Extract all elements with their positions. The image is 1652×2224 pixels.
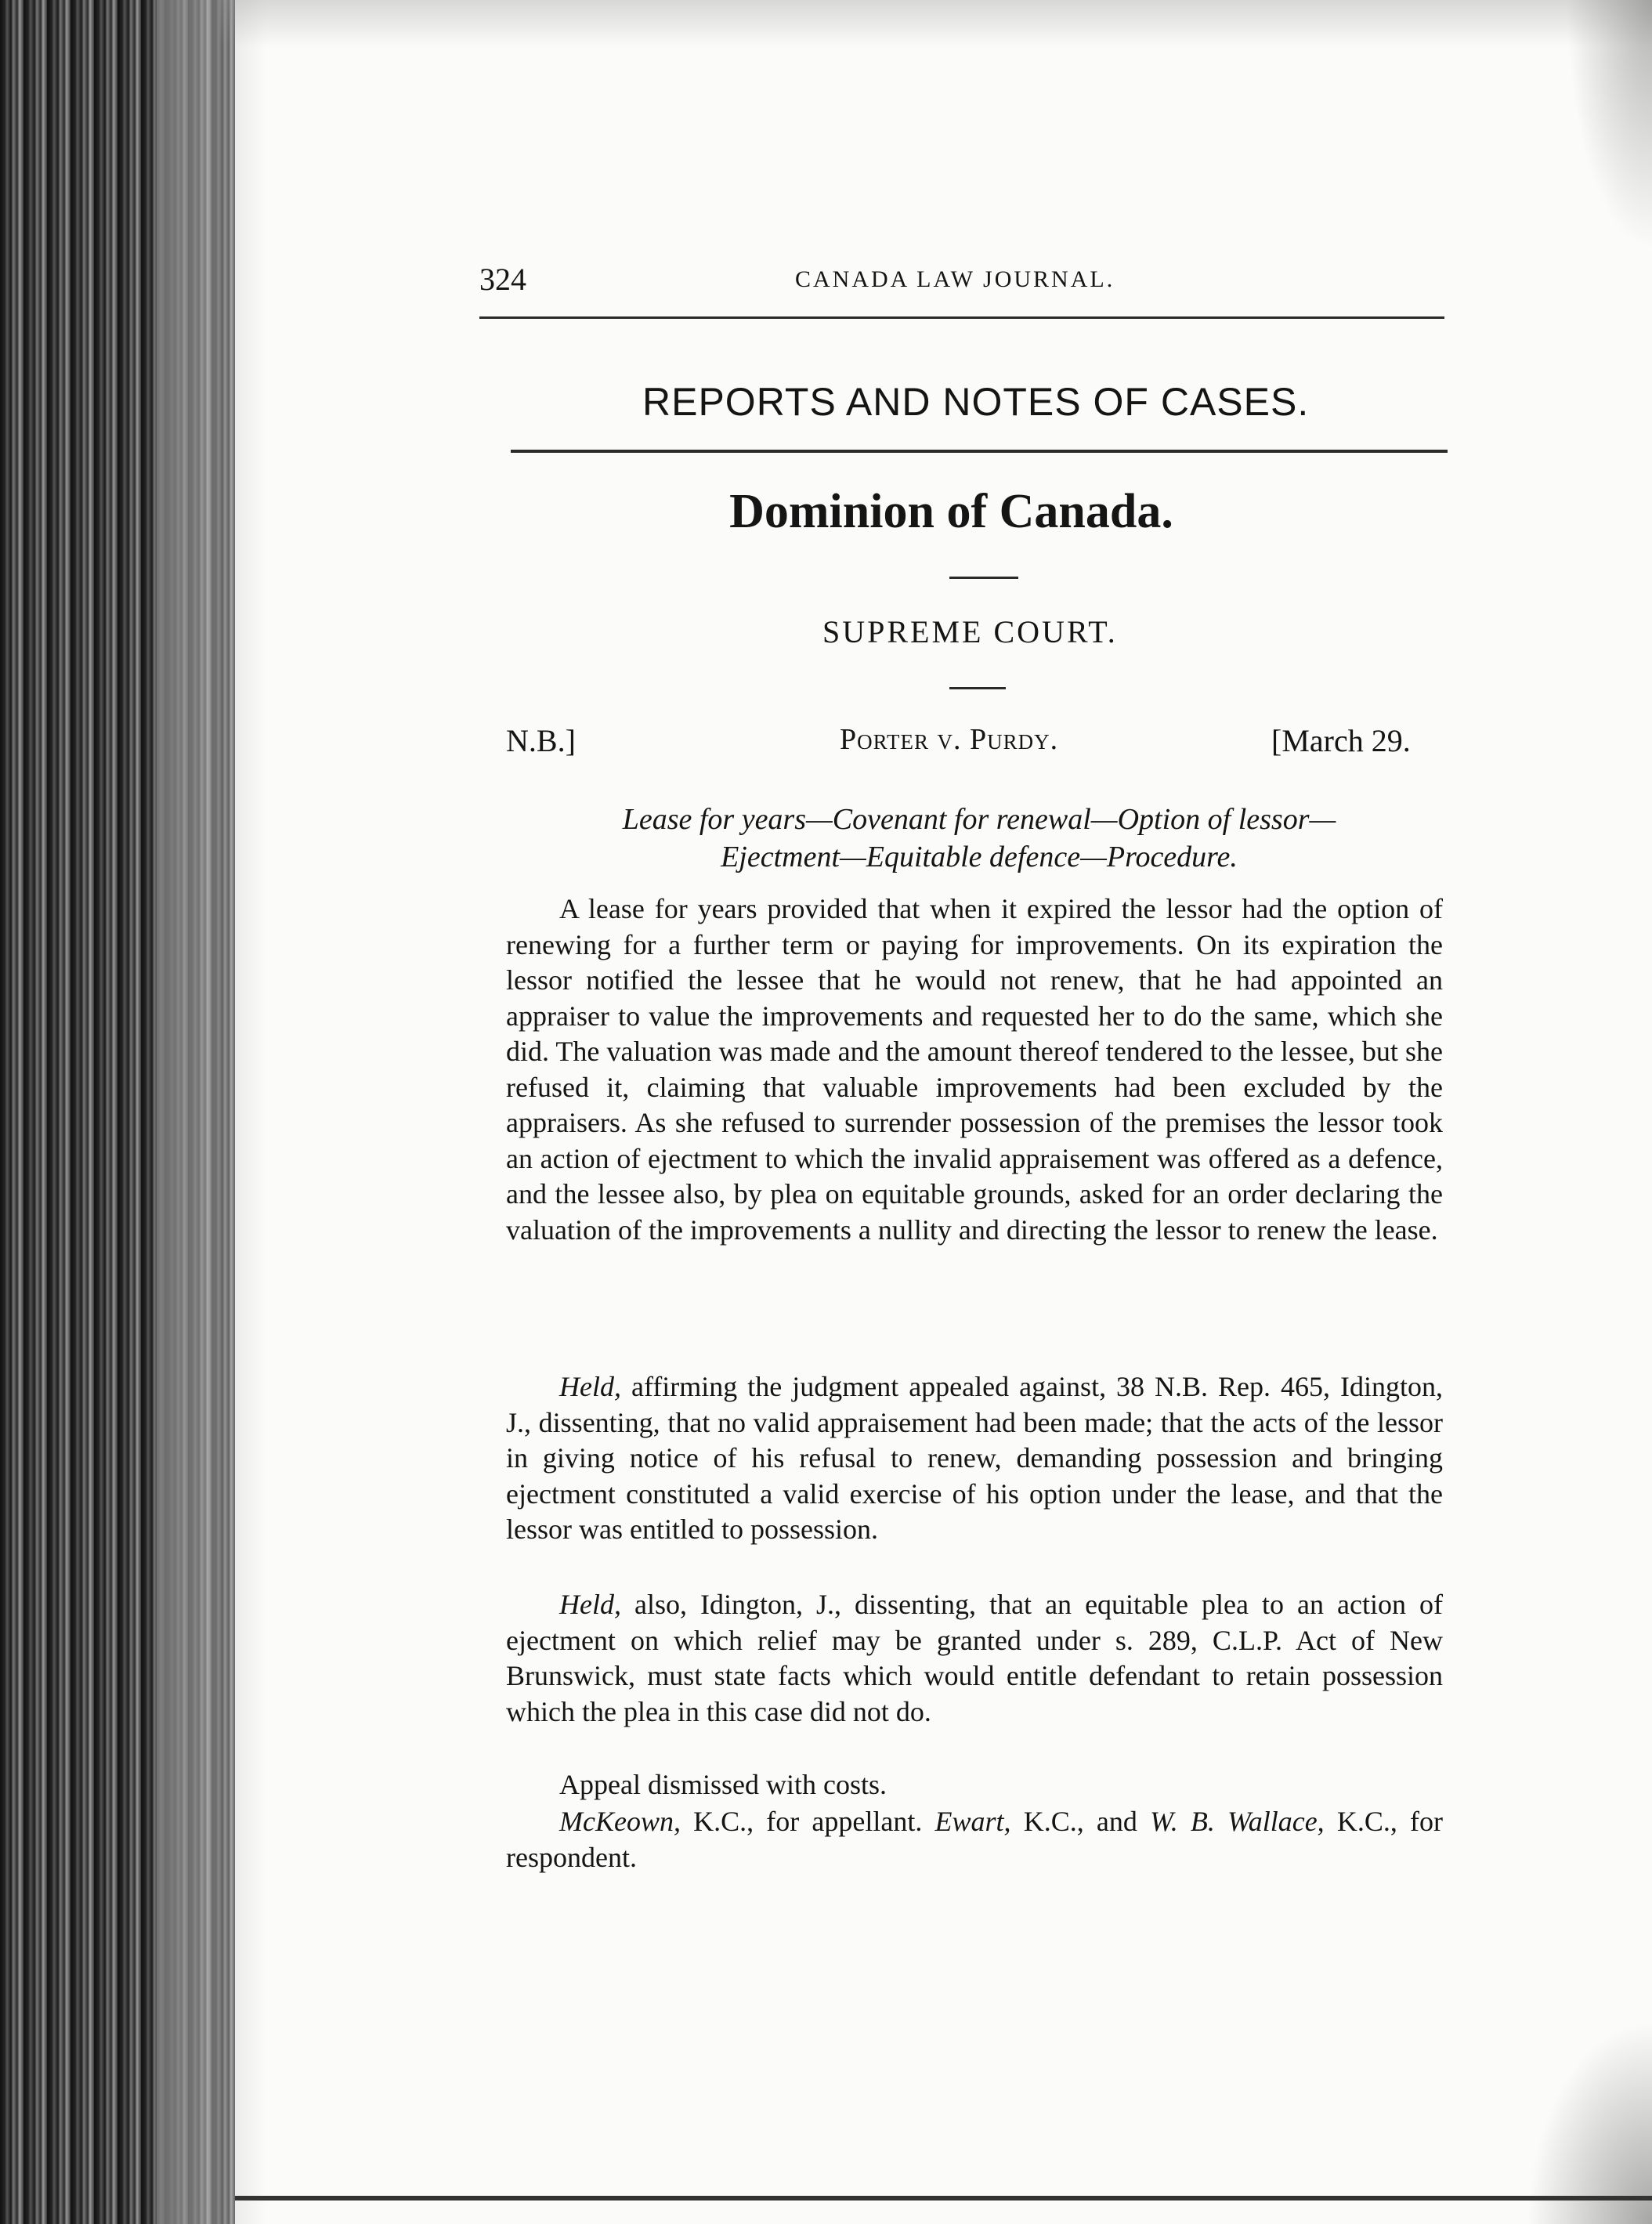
header-rule <box>479 316 1444 319</box>
court-heading: SUPREME COURT. <box>822 614 1118 649</box>
section-rule <box>511 450 1448 453</box>
counsel-text-1: K.C., for appellant. <box>680 1806 935 1837</box>
jurisdiction-heading: Dominion of Canada. <box>729 485 1173 538</box>
counsel-text-2: K.C., and <box>1010 1806 1151 1837</box>
scan-noise-bottom-right <box>1527 2020 1652 2224</box>
counsel-respondent-1: Ewart, <box>934 1806 1011 1837</box>
catchwords <box>509 801 1449 876</box>
held-text-2: also, Idington, J., dissenting, that an equitable plea to an action of ejectment on which relief may be granted under s. 289, C.L.P. Act of New Brunswick, must state facts which would entitle defendant to retain possession which the plea in this case did not do. <box>506 1589 1443 1727</box>
counsel-text-3: K.C., for respondent. <box>506 1806 1443 1873</box>
held-label-1: Held, <box>559 1371 621 1402</box>
scan-noise-top <box>219 0 1652 47</box>
catchwords-line-1: Lease for years—Covenant for renewal—Option of lessor— <box>622 803 1336 836</box>
counsel-appellant: McKeown, <box>559 1806 681 1837</box>
held-label-2: Held, <box>559 1589 621 1620</box>
held-text-1: affirming the judgment appealed against, 38 N.B. Rep. 465, Idington, J., dissenting, that no valid appraisement had been made; that the acts of the lessor in giving notice of his refusal to renew, demanding possession and bringing ejectment constituted a valid exercise of his option under the lease, and that the lessor was entitled to possession. <box>506 1371 1443 1545</box>
page-bottom-edge <box>235 2196 1652 2200</box>
spine-fade <box>157 0 266 2224</box>
separator-short-1 <box>949 577 1018 579</box>
scan-noise-right <box>1566 0 1652 251</box>
case-name: Porter v. Purdy. <box>840 723 1059 756</box>
held-paragraph-2 <box>506 1587 1443 1730</box>
headnote-paragraph-1: A lease for years provided that when it expired the lessor had the option of renewing for a further term or paying for improvements. On its expiration the lessor notified the lessee that he would not renew, that he had appointed an appraiser to value the improvements and requested her to do the same, which she did. The valuation was made and the amount thereof tendered to the lessee, but she refused it, claiming that valuable improvements had been excluded by the appraisers. As she refused to surrender possession of the premises the lessor took an action of ejectment to which the invalid appraisement was offered as a defence, and the lessee also, by plea on equitable grounds, asked for an order declaring the valuation of the improvements a nullity and directing the lessor to renew the lease. <box>506 893 1443 1246</box>
case-date: [March 29. <box>1271 723 1411 758</box>
section-title: REPORTS AND NOTES OF CASES. <box>642 380 1310 424</box>
page-number: 324 <box>479 262 526 297</box>
separator-short-2 <box>949 687 1006 689</box>
running-head: CANADA LAW JOURNAL. <box>795 266 1115 292</box>
catchwords-line-2: Ejectment—Equitable defence—Procedure. <box>721 841 1238 873</box>
counsel-respondent-2: W. B. Wallace, <box>1150 1806 1325 1837</box>
counsel-paragraph <box>506 1804 1443 1875</box>
held-paragraph-1 <box>506 1369 1443 1548</box>
case-province: N.B.] <box>506 723 576 758</box>
disposition: Appeal dismissed with costs. <box>559 1769 887 1800</box>
